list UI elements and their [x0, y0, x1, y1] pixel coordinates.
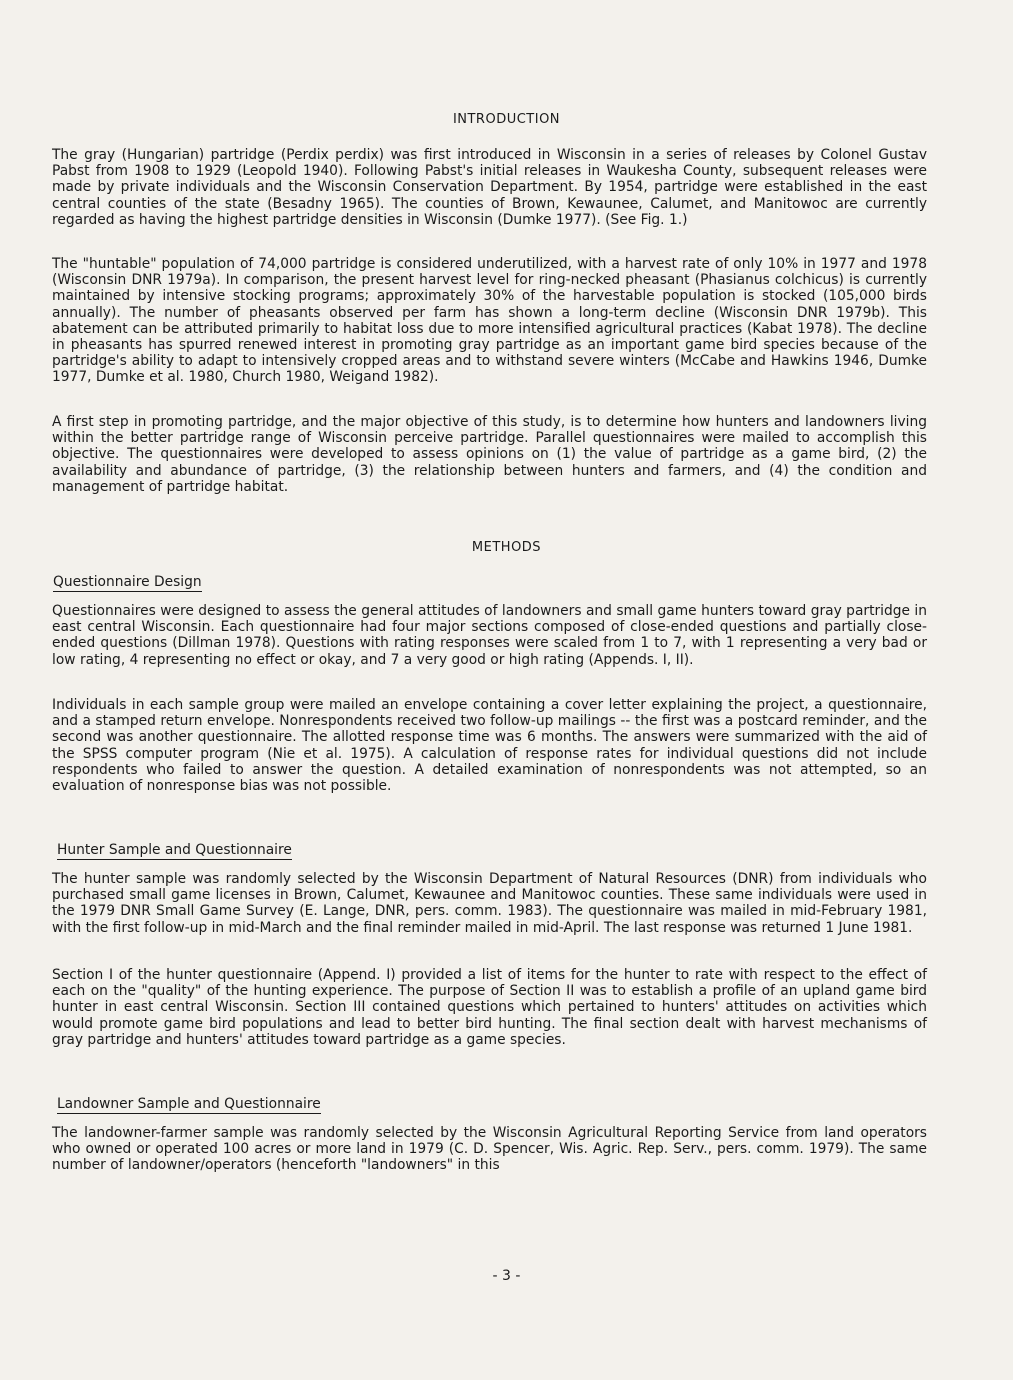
introduction-heading: INTRODUCTION	[452, 112, 561, 127]
methods-heading: METHODS	[471, 540, 542, 555]
hunter-sample-subheading: Hunter Sample and Questionnaire	[57, 842, 292, 858]
intro-paragraph-2: The "huntable" population of 74,000 partridge is considered underutilized, with a harvest rate of only 10% in 1977 and 1978 (Wisconsin DNR 1979a). In comparison, the present harvest level for ring-necked pheasant (Phasianus colchicus) is currently maintained by intensive stocking programs; approximately 30% of the harvestable population is stocked (105,000 birds annually). The number of pheasants observed per farm has shown a long-term decline (Wisconsin DNR 1979b). This abatement can be attributed primarily to habitat loss due to more intensified agricultural practices (Kabat 1978). The decline in pheasants has spurred renewed interest in promoting gray partridge as an important game bird species because of the partridge's ability to adapt to intensively cropped areas and to withstand severe winters (McCabe and Hawkins 1946, Dumke 1977, Dumke et al. 1980, Church 1980, Weigand 1982).	[52, 256, 927, 386]
hunter-paragraph-2: Section I of the hunter questionnaire (Append. I) provided a list of items for the hunter to rate with respect to the effect of each on the "quality" of the hunting experience. The purpose of Section II was to establish a profile of an upland game bird hunter in east central Wisconsin. Section III contained questions which pertained to hunters' attitudes on activities which would promote game bird populations and lead to better bird hunting. The final section dealt with harvest mechanisms of gray partridge and hunters' attitudes toward partridge as a game species.	[52, 967, 927, 1048]
landowner-sample-subheading: Landowner Sample and Questionnaire	[57, 1096, 321, 1112]
intro-paragraph-1: The gray (Hungarian) partridge (Perdix perdix) was first introduced in Wisconsin in a series of releases by Colonel Gustav Pabst from 1908 to 1929 (Leopold 1940). Following Pabst's initial releases in Waukesha County, subsequent releases were made by private individuals and the Wisconsin Conservation Department. By 1954, partridge were established in the east central counties of the state (Besadny 1965). The counties of Brown, Kewaunee, Calumet, and Manitowoc are currently regarded as having the highest partridge densities in Wisconsin (Dumke 1977). (See Fig. 1.)	[52, 147, 927, 228]
design-paragraph-1: Questionnaires were designed to assess the general attitudes of landowners and small game hunters toward gray partridge in east central Wisconsin. Each questionnaire had four major sections composed of close-ended questions and partially close-ended questions (Dillman 1978). Questions with rating responses were scaled from 1 to 7, with 1 representing a very bad or low rating, 4 representing no effect or okay, and 7 a very good or high rating (Appends. I, II).	[52, 603, 927, 668]
page-number: - 3 -	[492, 1268, 521, 1284]
hunter-paragraph-1: The hunter sample was randomly selected by the Wisconsin Department of Natural Resources (DNR) from individuals who purchased small game licenses in Brown, Calumet, Kewaunee and Manitowoc counties. These same individuals were used in the 1979 DNR Small Game Survey (E. Lange, DNR, pers. comm. 1983). The questionnaire was mailed in mid-February 1981, with the first follow-up in mid-March and the final reminder mailed in mid-April. The last response was returned 1 June 1981.	[52, 871, 927, 936]
landowner-paragraph-1: The landowner-farmer sample was randomly selected by the Wisconsin Agricultural Reporting Service from land operators who owned or operated 100 acres or more land in 1979 (C. D. Spencer, Wis. Agric. Rep. Serv., pers. comm. 1979). The same number of landowner/operators (henceforth "landowners" in this	[52, 1125, 927, 1174]
intro-paragraph-3: A first step in promoting partridge, and the major objective of this study, is to determine how hunters and landowners living within the better partridge range of Wisconsin perceive partridge. Parallel questionnaires were mailed to accomplish this objective. The questionnaires were developed to assess opinions on (1) the value of partridge as a game bird, (2) the availability and abundance of partridge, (3) the relationship between hunters and farmers, and (4) the condition and management of partridge habitat.	[52, 414, 927, 495]
questionnaire-design-subheading: Questionnaire Design	[53, 574, 202, 590]
design-paragraph-2: Individuals in each sample group were mailed an envelope containing a cover letter explaining the project, a questionnaire, and a stamped return envelope. Nonrespondents received two follow-up mailings -- the first was a postcard reminder, and the second was another questionnaire. The allotted response time was 6 months. The answers were summarized with the aid of the SPSS computer program (Nie et al. 1975). A calculation of response rates for individual questions did not include respondents who failed to answer the question. A detailed examination of nonrespondents was not attempted, so an evaluation of nonresponse bias was not possible.	[52, 697, 927, 795]
